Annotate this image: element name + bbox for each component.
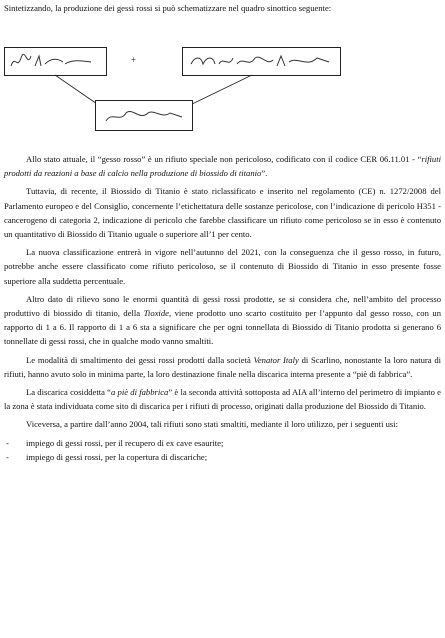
diagram-box-result (95, 100, 193, 131)
redacted-scribble-icon (96, 101, 192, 130)
diagram-arrows (0, 40, 445, 150)
plus-sign: + (131, 55, 137, 65)
list-item: - impiego di gessi rossi, per il recupero di ex cave esaurite; (6, 437, 224, 448)
body-text (4, 152, 441, 464)
paragraph: Viceversa, a partire dall’anno 2004, tali rifiuti sono stati smaltiti, mediante il loro utilizzo, per i seguenti usi: (26, 419, 399, 430)
paragraph: Le modalità di smaltimento dei gessi rossi prodotti dalla società Venator Italy di Scarlino, nonostante la loro natura di rifiuti, hanno avuto solo in minima parte, la loro destinazione finale nella discarica interna presente a “piè di fabbrica”. (4, 354, 442, 379)
paragraph: Allo stato attuale, il “gesso rosso” è un rifiuto speciale non pericoloso, codificato con il codice CER 06.11.01 - “rifiuti prodotti da reazioni a base di calcio nella produzione di biossido di titanio”. (4, 154, 441, 179)
paragraph: Altro dato di rilievo sono le enormi quantità di gessi rossi prodotte, se si considera che, nell’ambito del processo produttivo di biossido di titanio, della Tioxide, viene prodotto uno scarto costituito per l’appunto dal gesso rosso, con un rapporto di 1 a 6. Il rapporto di 1 a 6 sta a significare che per ogni tonnellata di Biossido di Titanio prodotta si generano 6 tonnellate di gessi rossi, che in qualche modo vanno smaltiti. (4, 293, 441, 347)
arrow-left (55, 75, 100, 106)
synoptic-diagram (0, 40, 445, 150)
list-item: - impiego di gessi rossi, per la copertura di discariche; (6, 451, 208, 462)
paragraph: La discarica cosiddetta “a piè di fabbrica” è la seconda attività sottoposta ad AIA all’interno del perimetro di impianto e la zona è stata individuata come sito di discarica per i rifiuti di processo, originati dalla produzione del Biossido di Titanio. (4, 387, 441, 412)
intro-line: Sintetizzando, la produzione dei gessi rossi si può schematizzare nel quadro sinottico seguente: (4, 3, 332, 13)
bullet-list (4, 436, 441, 464)
arrow-right (188, 75, 252, 106)
paragraph: La nuova classificazione entrerà in vigore nell’autunno del 2021, con la conseguenza che il gesso rosso, in futuro, potrebbe anche essere classificato come rifiuto pericoloso, se il contenuto di Biossido di Titanio in esso presente fosse superiore alla suddetta percentuale. (4, 247, 441, 286)
paragraph: Tuttavia, di recente, il Biossido di Titanio è stato riclassificato e inserito nel regolamento (CE) n. 1272/2008 del Parlamento europeo e del Consiglio, concernente l’etichettatura delle sostanze pericolose, con l’indicazione di pericolo H351 - cancerogeno di categoria 2, indicazione di pericolo che farebbe classificare un rifiuto come pericoloso se in esso è contenuto un quantitativo di Biossido di Titanio uguale o superiore all’1 per cento. (4, 186, 441, 240)
